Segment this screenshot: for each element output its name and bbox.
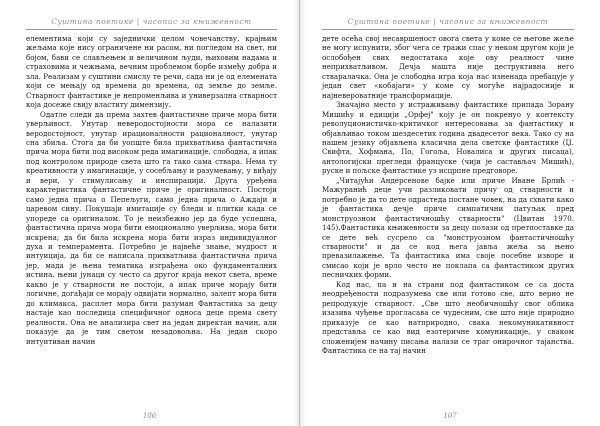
paragraph: Значајно место у истраживању фантастике припада Зорану Мишићу и едицији „Орфеј" коју је он покренуо у контексту револуционистичко-критичког интересовања за фантастику и објављивао током шездесетих година двадесетог века. Тако су на нашем језику објављена класична дела светске фантастике (Џ. Свифта, Хофмана, По, Гогоља, Новалиса и других писаца), антологијски прегледи француске (чији је састављач Мишић), руске и пољске фантастике уз исцрпне предговоре. — [322, 100, 574, 176]
running-header-left: Суштина поетике | часопис за књижевност — [26, 16, 277, 30]
left-page-body — [26, 34, 277, 346]
gutter-shadow — [300, 0, 306, 426]
page-number-right: 107 — [443, 412, 457, 420]
right-page-body — [322, 34, 574, 355]
gutter-shadow — [293, 0, 299, 426]
right-page — [300, 0, 600, 426]
paragraph: елементима који су заједнички целом човечанству, крајњим жељама које нису ограничене ни расом, ни погледом на свет, ни бојом, бави се слављењем и величином људи, њиховим надама и страховима и чежњама, вечним проблемом борбе између добра и зла. Реализам у суштини смислу те речи, сада ни је од елемената који се мењају од времена до времена, од земље до земље. Стварност фантастике је непроменљива и универзална стварност која досеже свију властиту димензију. — [26, 34, 277, 110]
paragraph: „Читајући Андерсенове бајке или приче Иване Брлић - Мажуранић деце учи разликовати причу од стварности и потребно је да то дете одрастеда постане човек, на да схвати како је фантастика дечје приче симпатични патуљак пред монструозном фантастичношћу стварности" (Цвитан 1970. 145).Фантастика књижевности за децу полази од претпоставке да се дете већ сусрело са "монструозном фантастичношћу стварности" и да се код њега јавља жеља за њено превазилажење. Та фантастика има своје посебне изворе и смисао који је врло често не поклапа са фантастиком других песничких форми. — [322, 175, 574, 280]
page-number-left: 106 — [142, 412, 157, 420]
paragraph: дете осећа свој несавршеност овога света у коме се његове жеље не могу испунити, због чега се тражи спас у неком другом који је ослобођен свих недостатака које ову реалност чине неприхватљивом. Дечја машта није деструктивна него стваралачка. Она је слободна игра која нас изненада пребацује у један свет «кобајаги» у коме су могуће најрадосније и најневероватније трансформације. — [322, 34, 574, 100]
running-header-right: Суштина поетике | часопис за књижевност — [322, 16, 574, 30]
paragraph: Одатле следи да према захтев фантастичне приче мора бити уверљивост. Унутар неверодостојности мора се налазити веродостојност, унутар ирационалности рационалност, унутар сна збиља. Стога да би уопште била прихватљива фантастична прича мора бити под високом реда имагинације, слободна, а ипак под контролом природе света што га тако сама ствара. Нема ту креативности у имагинације, у сосебљању и разумевању, у виђају и вери, у стимулисању и инспирацији. Друга уређена карактеристика фантастичне приче је оригиналност. Постоји само једна прича о Пепељуги, само једна прича о Аждаји и царевом сину. Покушаји имитације су бледи и плитки када се упореде са оригиналом. То је неизбежно јер да буде успешна, фантастична прича мора бити емоционално уверљива, мора бити искрена; да би била искрена мора бити израз индивидуалног духа и темперамента. Потребно је највеће знање, мудрост и интуиција, да би се написала прихватљива фантастична прича јер, мада је њена тематика изграђена око фундаменталних истина, њени јунаци су често са другог краја некот света, време какво је у стварности не постоји, а ипак приче морају бити логичне, догађаји се морају одвијати нормално, залепт мора бити до климакса, расплет мора бити разуман Фантастика за децу настаје као последица специфичног односа деце према свету реалности. Она не анализира свет на један директан начин, али показује да је тим светом незадовољна. На један скоро интуитиван начин — [26, 109, 277, 346]
paragraph: Код нас, па и на страни под фантастиком се са доста неодређености подразумева све или готово све, што верно не репродукује стварност. „Све што необичношћу свог облика изазива чуђење прогласава се чудесним, све што није природно приказује се као натприродно, свака некомуникативност представља се као вид езотеричне комуникације, у сваком сложенијем начину писања налази се траг онирочног тајанства. Фантастика се на тај начин — [322, 279, 574, 355]
